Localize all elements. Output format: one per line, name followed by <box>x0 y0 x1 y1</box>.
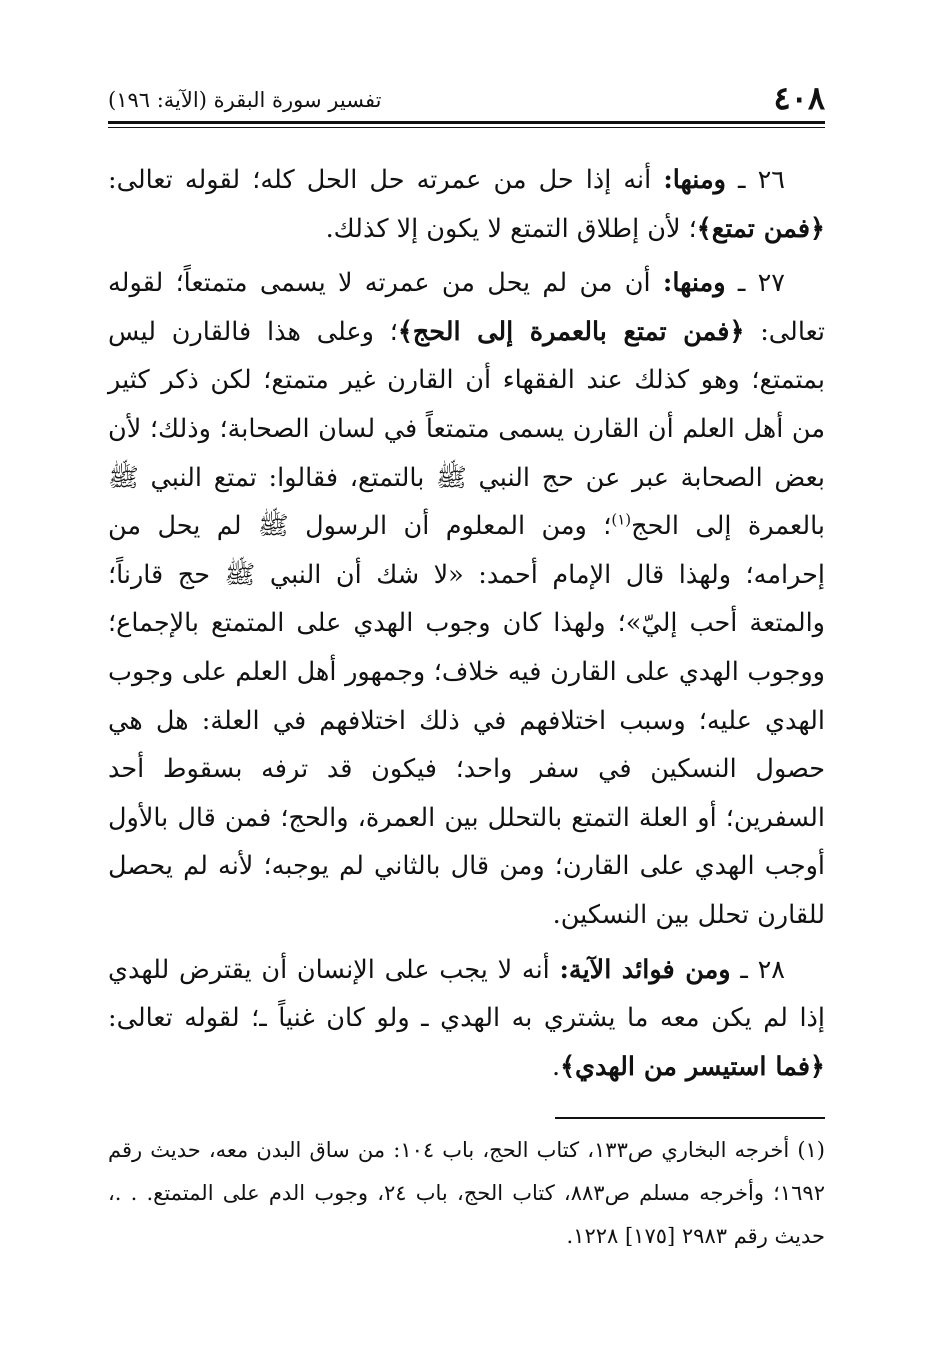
page-header <box>108 74 825 117</box>
paragraph-number: ٢٨ ـ <box>740 954 786 985</box>
paragraph-26 <box>108 156 825 253</box>
text-segment: أنه إذا حل من عمرته حل الحل كله؛ لقوله تعالى: <box>108 165 664 195</box>
body-text <box>108 156 825 1091</box>
paragraph-label: ومنها: <box>662 268 726 299</box>
footnote-separator <box>555 1117 825 1119</box>
text-segment: أن من لم يحل من عمرته لا يسمى متمتعاً؛ لقوله تعالى: <box>108 268 825 347</box>
paragraph-number: ٢٦ ـ <box>738 165 785 195</box>
paragraph-number: ٢٧ ـ <box>737 268 785 299</box>
footnote-marker[interactable]: (١) <box>611 510 632 529</box>
text-segment: ؛ ومن المعلوم أن الرسول ﷺ لم يحل من إحرامه؛ ولهذا قال الإمام أحمد: «لا شك أن النبي ﷺ حج قارناً؛ والمتعة أحب إليّ»؛ ولهذا كان وجوب الهدي على المتمتع بالإجماع؛ ووجوب الهدي على القارن فيه خلاف؛ وجمهور أهل العلم على وجوب الهدي عليه؛ وسبب اختلافهم في ذلك اختلافهم في العلة: هل هي حصول النسكين في سفر واحد؛ فيكون قد ترفه بسقوط أحد السفرين؛ أو العلة التمتع بالتحلل بين العمرة، والحج؛ فمن قال بالأول أوجب الهدي على القارن؛ ومن قال بالثاني لم يوجبه؛ لأنه لم يحصل للقارن تحلل بين النسكين. <box>108 511 825 930</box>
footnotes <box>108 1129 825 1258</box>
header-rule-thin <box>108 127 825 128</box>
text-segment: ؛ وعلى هذا فالقارن ليس بمتمتع؛ وهو كذلك عند الفقهاء أن القارن غير متمتع؛ لكن ذكر كثير من أهل العلم أن القارن يسمى متمتعاً في لسان الصحابة؛ وذلك؛ لأن بعض الصحابة عبر عن حج النبي ﷺ بالتمتع، فقالوا: تمتع النبي ﷺ بالعمرة إلى الحج <box>108 316 825 542</box>
book-page <box>108 74 825 1258</box>
footnote-1: (١) أخرجه البخاري ص١٣٣، كتاب الحج، باب ١٠٤: من ساق البدن معه، حديث رقم ١٦٩٢؛ وأخرجه مسلم ص٨٨٣، كتاب الحج، باب ٢٤، وجوب الدم على المتمتع. . .، حديث رقم ٢٩٨٣ [١٧٥] ١٢٢٨. <box>108 1138 825 1249</box>
running-title: تفسير سورة البقرة (الآية: ١٩٦) <box>108 88 382 112</box>
page-number: ٤٠٨ <box>773 79 825 117</box>
paragraph-27 <box>108 259 825 939</box>
text-segment: أنه لا يجب على الإنسان أن يقترض للهدي إذا لم يكن معه ما يشتري به الهدي ـ ولو كان غنياً ـ؛ لقوله تعالى: <box>108 954 825 1034</box>
header-rule-thick <box>108 121 825 124</box>
paragraph-28 <box>108 946 825 1092</box>
quran-quote: ﴿فما استيسر من الهدي﴾ <box>560 1051 825 1082</box>
paragraph-label: ومنها: <box>663 165 726 195</box>
quran-quote: ﴿فمن تمتع﴾ <box>696 213 825 244</box>
text-segment: ؛ لأن إطلاق التمتع لا يكون إلا كذلك. <box>325 213 697 244</box>
text-segment: . <box>551 1051 561 1082</box>
quran-quote: ﴿فمن تمتع بالعمرة إلى الحج﴾ <box>397 316 745 347</box>
paragraph-label: ومن فوائد الآية: <box>559 954 731 985</box>
